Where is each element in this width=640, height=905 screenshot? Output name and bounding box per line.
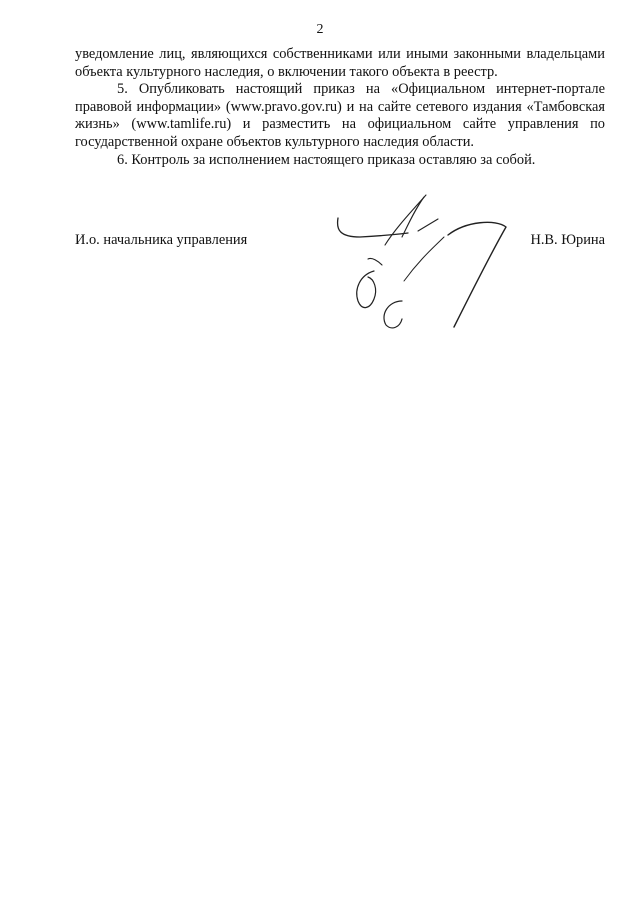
page-number: 2 xyxy=(316,22,324,37)
signature-stroke xyxy=(448,222,506,327)
document-body xyxy=(75,46,605,169)
signature-stroke xyxy=(404,237,444,281)
signature-stroke xyxy=(384,301,402,328)
signature-stroke xyxy=(368,258,382,265)
signer-name: Н.В. Юрина xyxy=(530,232,605,248)
signer-title: И.о. начальника управления xyxy=(75,232,248,248)
paragraph-item-5: 5. Опубликовать настоящий приказ на «Официальном интернет-портале правовой информации» (www.pravo.gov.ru) и на сайте сетевого издания «Тамбовская жизнь» (www.tamlife.ru) и разместить на официальном сайте управления по государственной охране объектов культурного наследия области. xyxy=(75,81,605,150)
signature-stroke xyxy=(357,271,376,308)
paragraph-item-6: 6. Контроль за исполнением настоящего приказа оставляю за собой. xyxy=(117,151,536,168)
paragraph-continuation: уведомление лиц, являющихся собственниками или иными законными владельцами объекта культурного наследия, о включении такого объекта в реестр. xyxy=(75,46,605,80)
handwritten-signature xyxy=(330,185,510,345)
signature-stroke xyxy=(402,197,424,237)
signature-stroke xyxy=(418,219,438,231)
